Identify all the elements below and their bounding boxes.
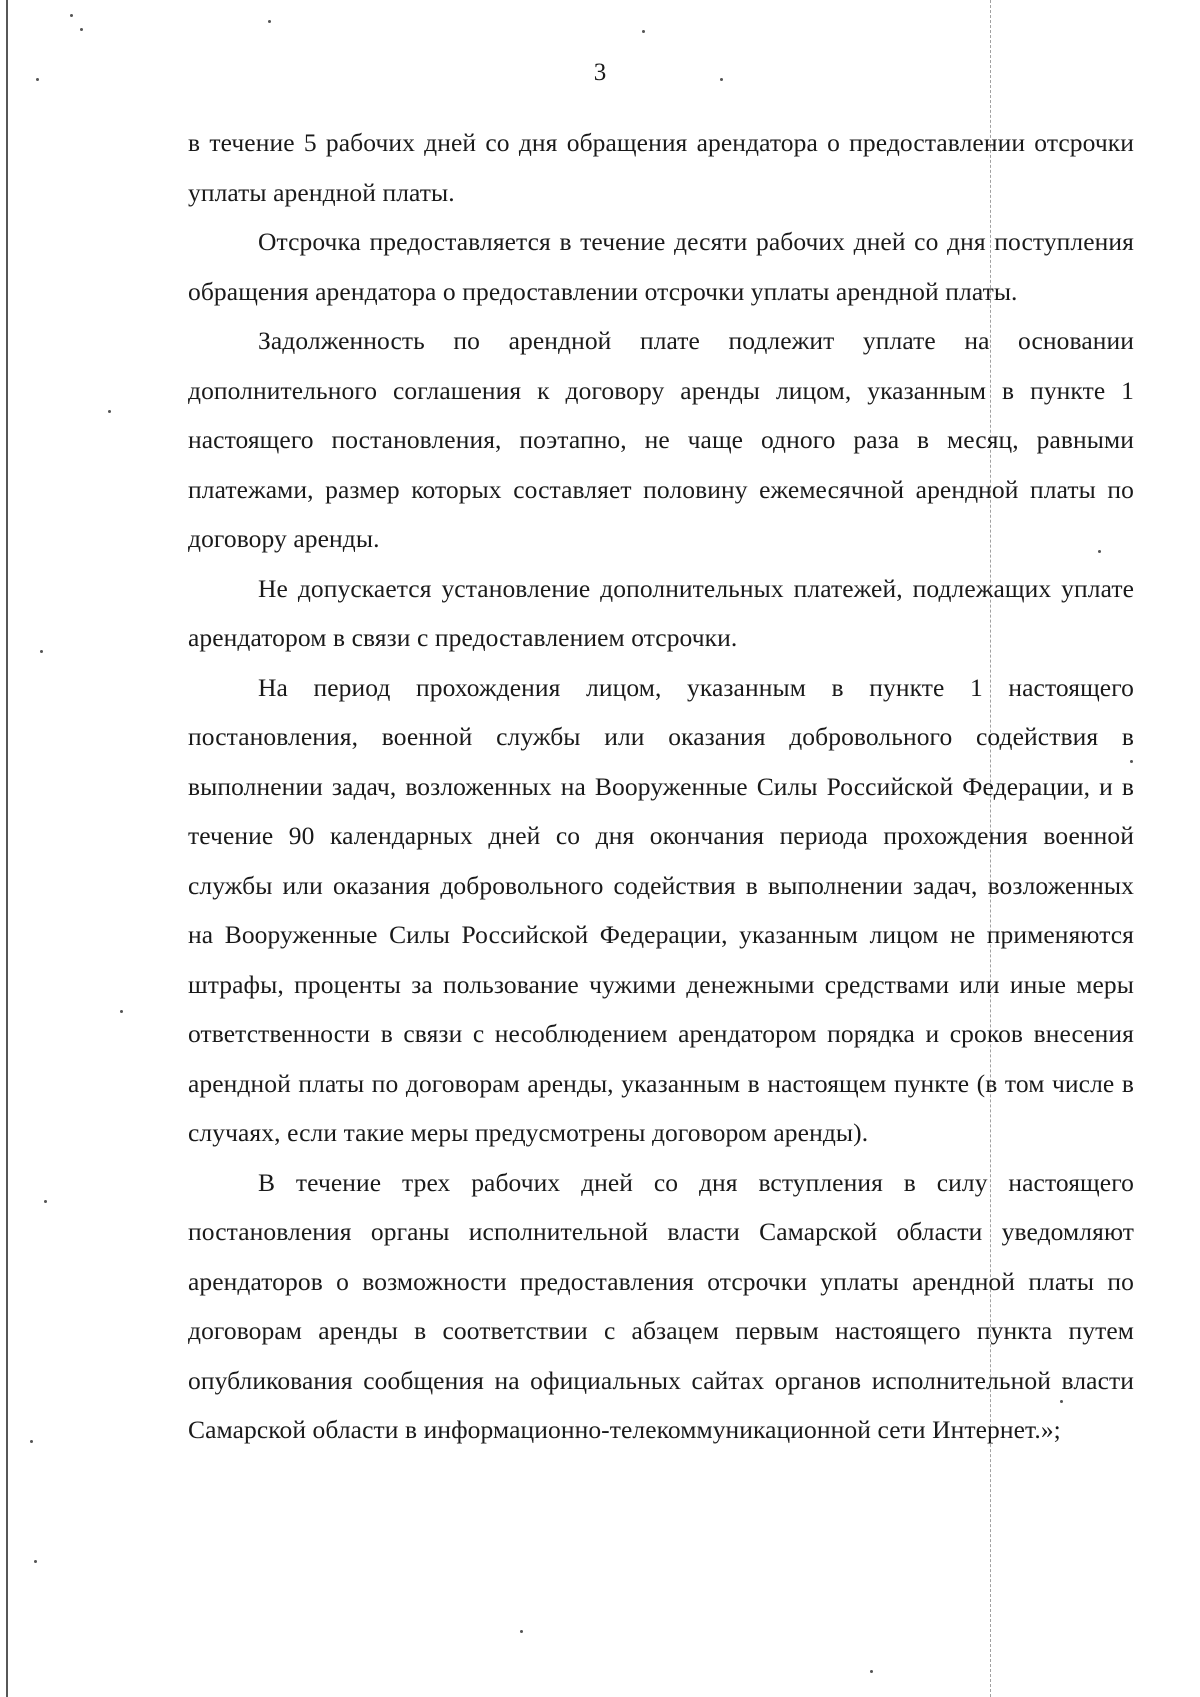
scan-speck bbox=[108, 410, 111, 413]
scan-speck bbox=[34, 1560, 37, 1563]
paragraph-deferral-term: Отсрочка предоставляется в течение десяти рабочих дней со дня поступления обращения арендатора о предоставлении отсрочки уплаты арендной платы. bbox=[188, 227, 1134, 306]
paragraph-no-extra-payments: Не допускается установление дополнительных платежей, подлежащих уплате арендатором в связи с предоставлением отсрочки. bbox=[188, 573, 1134, 652]
scan-speck bbox=[80, 28, 83, 31]
scan-speck bbox=[40, 650, 43, 653]
paragraph-debt-payment: Задолженность по арендной плате подлежит уплате на основании дополнительного соглашения к договору аренды лицом, указанным в пункте 1 настоящего постановления, поэтапно, не чаще одного раза в месяц, равными платежами, размер которых составляет половину ежемесячной арендной платы по договору аренды. bbox=[188, 326, 1134, 553]
paragraph-notification: В течение трех рабочих дней со дня вступления в силу настоящего постановления органы исполнительной власти Самарской области уведомляют арендаторов о возможности предоставления отсрочки уплаты арендной платы по договорам аренды в соответствии с абзацем первым настоящего пункта путем опубликования сообщения на официальных сайтах органов исполнительной власти Самарской области в информационно-телекоммуникационной сети Интернет.»; bbox=[188, 1167, 1134, 1444]
scan-speck bbox=[120, 1010, 123, 1013]
scan-speck bbox=[520, 1630, 523, 1633]
paragraph-continuation: в течение 5 рабочих дней со дня обращения арендатора о предоставлении отсрочки уплаты арендной платы. bbox=[188, 128, 1134, 207]
scan-speck bbox=[70, 14, 73, 17]
scan-speck bbox=[642, 30, 645, 33]
scan-left-edge bbox=[6, 0, 8, 1697]
page-number: 3 bbox=[593, 59, 607, 86]
paragraph-military-service: На период прохождения лицом, указанным в пункте 1 настоящего постановления, военной службы или оказания добровольного содействия в выполнении задач, возложенных на Вооруженные Силы Российской Федерации, и в течение 90 календарных дней со дня окончания периода прохождения военной службы или оказания добровольного содействия в выполнении задач, возложенных на Вооруженные Силы Российской Федерации, указанным лицом не применяются штрафы, проценты за пользование чужими денежными средствами или иные меры ответственности в связи с несоблюдением арендатором порядка и сроков внесения арендной платы по договорам аренды, указанным в настоящем пункте (в том числе в случаях, если такие меры предусмотрены договором аренды). bbox=[188, 672, 1134, 1147]
scan-speck bbox=[268, 20, 271, 23]
scan-speck bbox=[870, 1670, 873, 1673]
scan-speck bbox=[30, 1440, 33, 1443]
scan-speck bbox=[44, 1200, 47, 1203]
document-body bbox=[188, 118, 1134, 1455]
